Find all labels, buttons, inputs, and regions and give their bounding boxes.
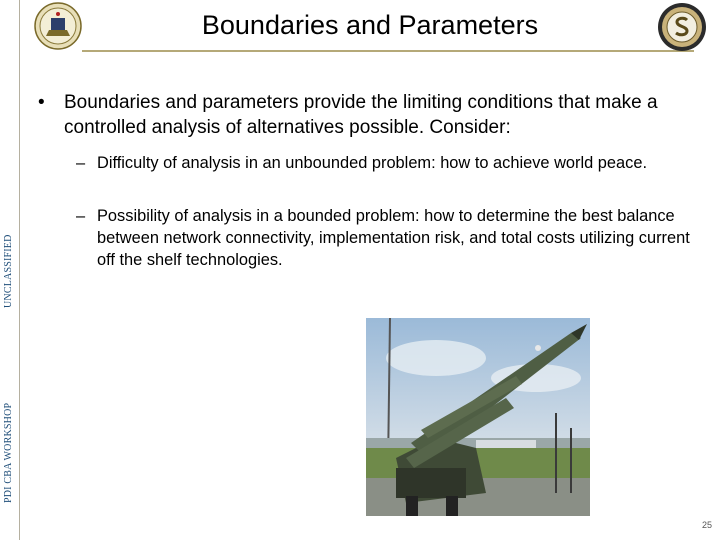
classification-label: UNCLASSIFIED xyxy=(3,234,14,308)
missile-launcher-photo xyxy=(366,318,590,516)
sidebar xyxy=(0,0,20,540)
main-bullet xyxy=(38,90,698,140)
sub-bullet-text: Possibility of analysis in a bounded problem: how to determine the best balance between network connectivity, implementation risk, and total costs utilizing current off the shelf technologies. xyxy=(97,207,690,269)
bullet-marker: • xyxy=(38,92,45,113)
main-bullet-text: Boundaries and parameters provide the limiting conditions that make a controlled analysis of alternatives possible. Consider: xyxy=(64,92,658,138)
sub-bullet-text: Difficulty of analysis in an unbounded problem: how to achieve world peace. xyxy=(97,154,648,172)
title-divider xyxy=(82,50,694,52)
page-number: 25 xyxy=(701,520,712,530)
slide-title: Boundaries and Parameters xyxy=(201,10,539,40)
sub-bullet xyxy=(76,205,706,271)
sub-bullet-marker: – xyxy=(76,154,86,172)
slide-header xyxy=(20,0,720,54)
cost-seal-icon xyxy=(657,2,707,52)
sub-bullet-marker: – xyxy=(76,207,86,225)
workshop-label: PDI CBA WORKSHOP xyxy=(3,402,14,503)
army-seal-icon xyxy=(34,2,82,50)
sub-bullet xyxy=(76,152,706,174)
